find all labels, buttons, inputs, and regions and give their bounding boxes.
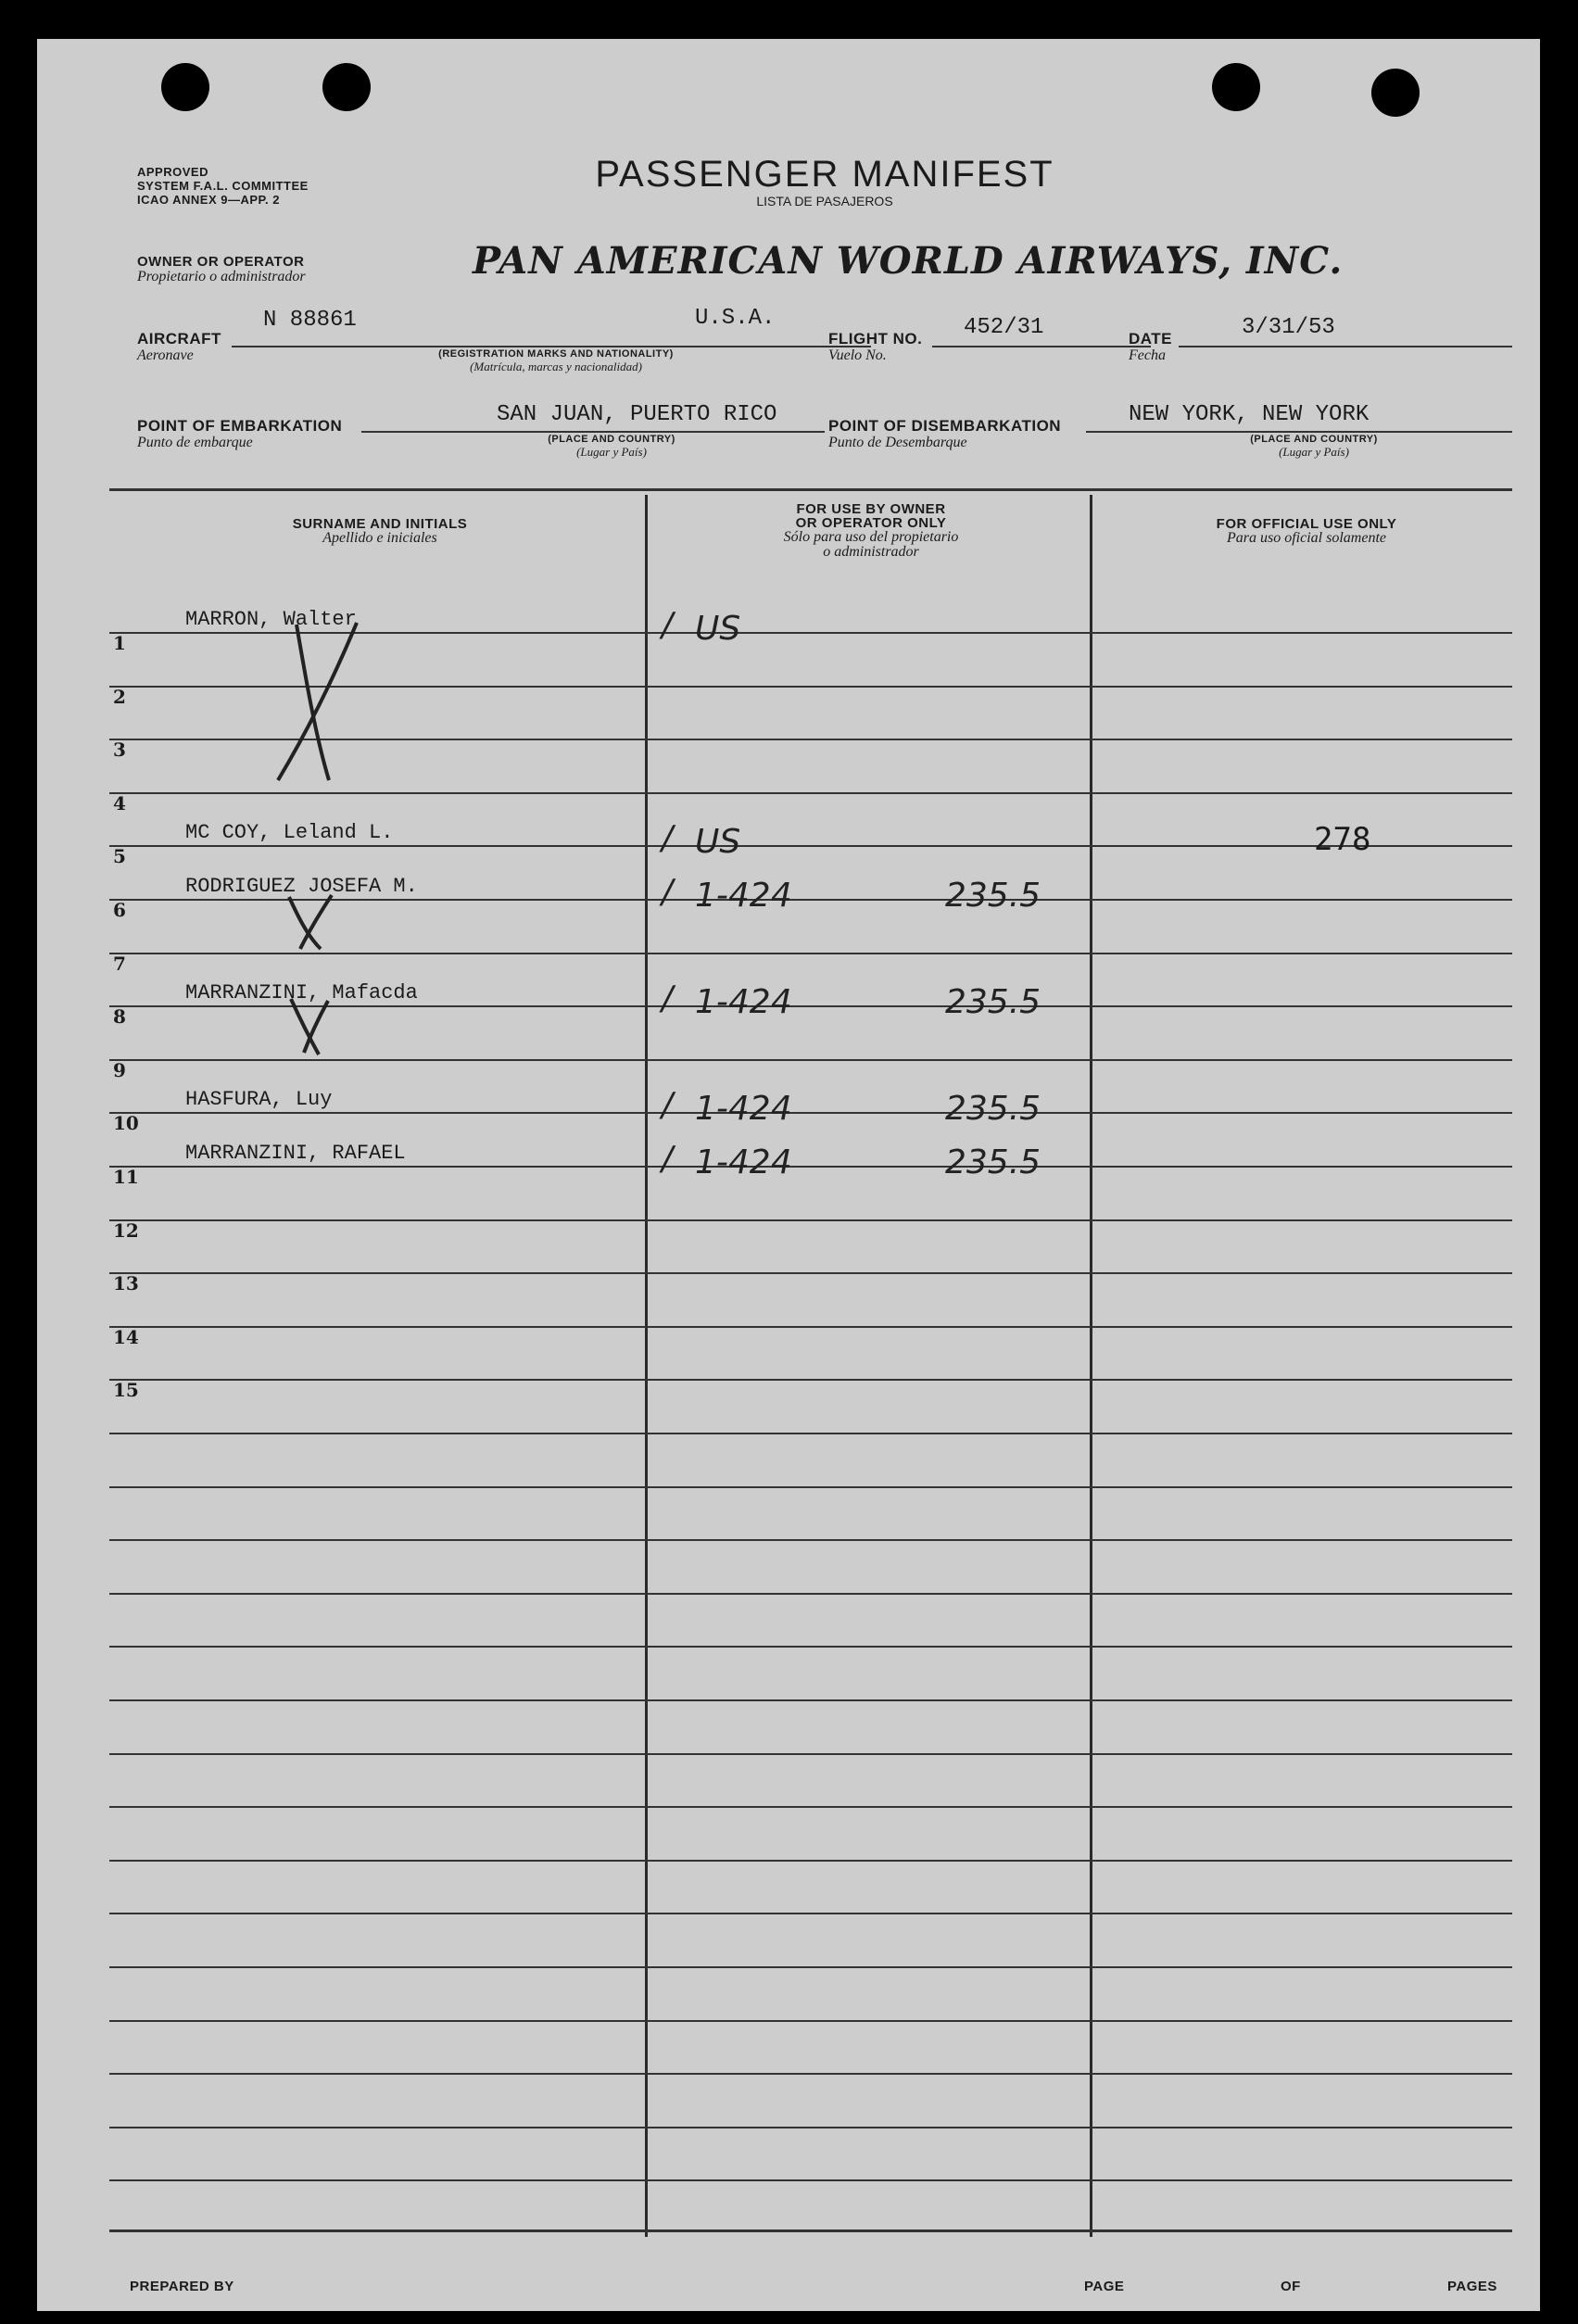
row-number: 8 bbox=[113, 1005, 126, 1028]
ruled-line bbox=[109, 1433, 1512, 1434]
row-number: 2 bbox=[113, 686, 126, 708]
ruled-line bbox=[109, 1593, 1512, 1595]
manifest-page bbox=[37, 39, 1540, 2311]
disembark-underline bbox=[1086, 431, 1512, 433]
flight-underline bbox=[932, 346, 1151, 347]
ruled-line bbox=[109, 1753, 1512, 1755]
row-number: 14 bbox=[113, 1326, 139, 1348]
ruled-line bbox=[109, 2127, 1512, 2128]
owner-code: US bbox=[695, 823, 741, 861]
embark-value: SAN JUAN, PUERTO RICO bbox=[497, 402, 777, 427]
row-number: 1 bbox=[113, 632, 126, 654]
ruled-line bbox=[109, 1860, 1512, 1862]
punch-hole-left bbox=[161, 63, 209, 111]
punch-hole-left-2 bbox=[322, 63, 371, 111]
embark-underline bbox=[361, 431, 825, 433]
embark-label: POINT OF EMBARKATION Punto de embarque bbox=[137, 417, 343, 450]
row-number: 9 bbox=[113, 1059, 126, 1081]
ruled-line bbox=[109, 1219, 1512, 1221]
col-header-official: FOR OFFICIAL USE ONLY Para uso oficial solamente bbox=[1216, 516, 1397, 546]
disembark-place-note: (PLACE AND COUNTRY) (Lugar y País) bbox=[1250, 434, 1378, 459]
row-number: 7 bbox=[113, 953, 126, 975]
ruled-line bbox=[109, 1112, 1512, 1114]
check-mark: / bbox=[662, 819, 674, 857]
of-label: OF bbox=[1281, 2279, 1301, 2294]
row-number: 6 bbox=[113, 899, 126, 921]
ruled-line bbox=[109, 2179, 1512, 2181]
approved-block bbox=[137, 165, 309, 207]
row-number: 13 bbox=[113, 1272, 139, 1295]
ruled-line bbox=[109, 1379, 1512, 1381]
col-header-owner-use: FOR USE BY OWNER OR OPERATOR ONLY Sólo para uso del propietario o administrador bbox=[783, 501, 959, 560]
punch-hole-right-2 bbox=[1371, 69, 1420, 117]
passenger-name: RODRIGUEZ JOSEFA M. bbox=[185, 875, 418, 898]
aircraft-nationality: U.S.A. bbox=[695, 306, 776, 331]
punch-hole-right bbox=[1212, 63, 1260, 111]
ruled-line bbox=[109, 1699, 1512, 1701]
row-number: 11 bbox=[113, 1166, 139, 1188]
owner-code: 1-424 bbox=[695, 877, 792, 915]
ruled-line bbox=[109, 1166, 1512, 1168]
flight-label: FLIGHT NO. Vuelo No. bbox=[828, 330, 923, 363]
ruled-line bbox=[109, 1966, 1512, 1968]
passenger-name: MARRANZINI, RAFAEL bbox=[185, 1142, 406, 1165]
ruled-line bbox=[109, 1646, 1512, 1648]
owner-code: US bbox=[695, 610, 741, 648]
prepared-by-label: PREPARED BY bbox=[130, 2279, 234, 2294]
aircraft-registration: N 88861 bbox=[263, 308, 357, 333]
date-label: DATE Fecha bbox=[1129, 330, 1173, 363]
column-divider-1 bbox=[645, 495, 648, 2237]
check-mark: / bbox=[662, 873, 674, 911]
owner-weight: 235.5 bbox=[945, 877, 1041, 915]
approved-line: APPROVED bbox=[137, 165, 208, 179]
registration-note: (REGISTRATION MARKS AND NATIONALITY) (Matrícula, marcas y nacionalidad) bbox=[438, 348, 674, 373]
flight-date: 3/31/53 bbox=[1242, 315, 1335, 340]
owner-weight: 235.5 bbox=[945, 1143, 1041, 1181]
owner-label: OWNER OR OPERATOR Propietario o administrador bbox=[137, 254, 306, 284]
passenger-name: HASFURA, Luy bbox=[185, 1088, 333, 1111]
column-divider-2 bbox=[1090, 495, 1092, 2237]
check-mark: / bbox=[662, 1086, 674, 1124]
passenger-name: MARRON, Walter bbox=[185, 608, 357, 631]
row-number: 15 bbox=[113, 1379, 139, 1401]
ruled-line bbox=[109, 845, 1512, 847]
table-bottom-rule bbox=[109, 2229, 1512, 2232]
owner-code: 1-424 bbox=[695, 1090, 792, 1128]
pages-label: PAGES bbox=[1447, 2279, 1497, 2294]
cross-out-mark bbox=[241, 613, 389, 789]
cross-out-mark bbox=[280, 890, 345, 954]
aircraft-label: AIRCRAFT Aeronave bbox=[137, 330, 221, 363]
flight-number: 452/31 bbox=[964, 315, 1044, 340]
row-number: 10 bbox=[113, 1112, 139, 1134]
ruled-line bbox=[109, 1272, 1512, 1274]
date-underline bbox=[1179, 346, 1512, 347]
approved-line: ICAO ANNEX 9—APP. 2 bbox=[137, 193, 280, 207]
owner-code: 1-424 bbox=[695, 983, 792, 1021]
approved-line: SYSTEM F.A.L. COMMITTEE bbox=[137, 179, 309, 193]
row-number: 3 bbox=[113, 739, 126, 761]
row-number: 12 bbox=[113, 1219, 139, 1242]
embark-place-note: (PLACE AND COUNTRY) (Lugar y País) bbox=[548, 434, 675, 459]
owner-code: 1-424 bbox=[695, 1143, 792, 1181]
ruled-line bbox=[109, 1913, 1512, 1914]
check-mark: / bbox=[662, 606, 674, 644]
disembark-label: POINT OF DISEMBARKATION Punto de Desembarque bbox=[828, 417, 1062, 450]
row-number: 5 bbox=[113, 845, 126, 867]
ruled-line bbox=[109, 1806, 1512, 1808]
ruled-line bbox=[109, 792, 1512, 794]
ruled-line bbox=[109, 1059, 1512, 1061]
page-subtitle: LISTA DE PASAJEROS bbox=[756, 194, 893, 208]
check-mark: / bbox=[662, 1140, 674, 1178]
ruled-line bbox=[109, 1539, 1512, 1541]
owner-weight: 235.5 bbox=[945, 983, 1041, 1021]
col-header-names: SURNAME AND INITIALS Apellido e iniciales bbox=[292, 516, 468, 546]
ruled-line bbox=[109, 1326, 1512, 1328]
disembark-value: NEW YORK, NEW YORK bbox=[1129, 402, 1370, 427]
check-mark: / bbox=[662, 979, 674, 1017]
owner-value: PAN AMERICAN WORLD AIRWAYS, INC. bbox=[473, 239, 1344, 283]
ruled-line bbox=[109, 2020, 1512, 2022]
ruled-line bbox=[109, 2073, 1512, 2075]
page-title: PASSENGER MANIFEST LISTA DE PASAJEROS bbox=[500, 154, 1149, 208]
table-top-rule bbox=[109, 488, 1512, 491]
cross-out-mark bbox=[280, 993, 345, 1058]
ruled-line bbox=[109, 1486, 1512, 1488]
row-number: 4 bbox=[113, 792, 126, 815]
page-label: PAGE bbox=[1084, 2279, 1125, 2294]
aircraft-underline bbox=[232, 346, 871, 347]
passenger-name: MC COY, Leland L. bbox=[185, 821, 394, 844]
official-value: 278 bbox=[1314, 821, 1371, 858]
owner-weight: 235.5 bbox=[945, 1090, 1041, 1128]
passenger-name: MARRANZINI, Mafacda bbox=[185, 981, 418, 1004]
